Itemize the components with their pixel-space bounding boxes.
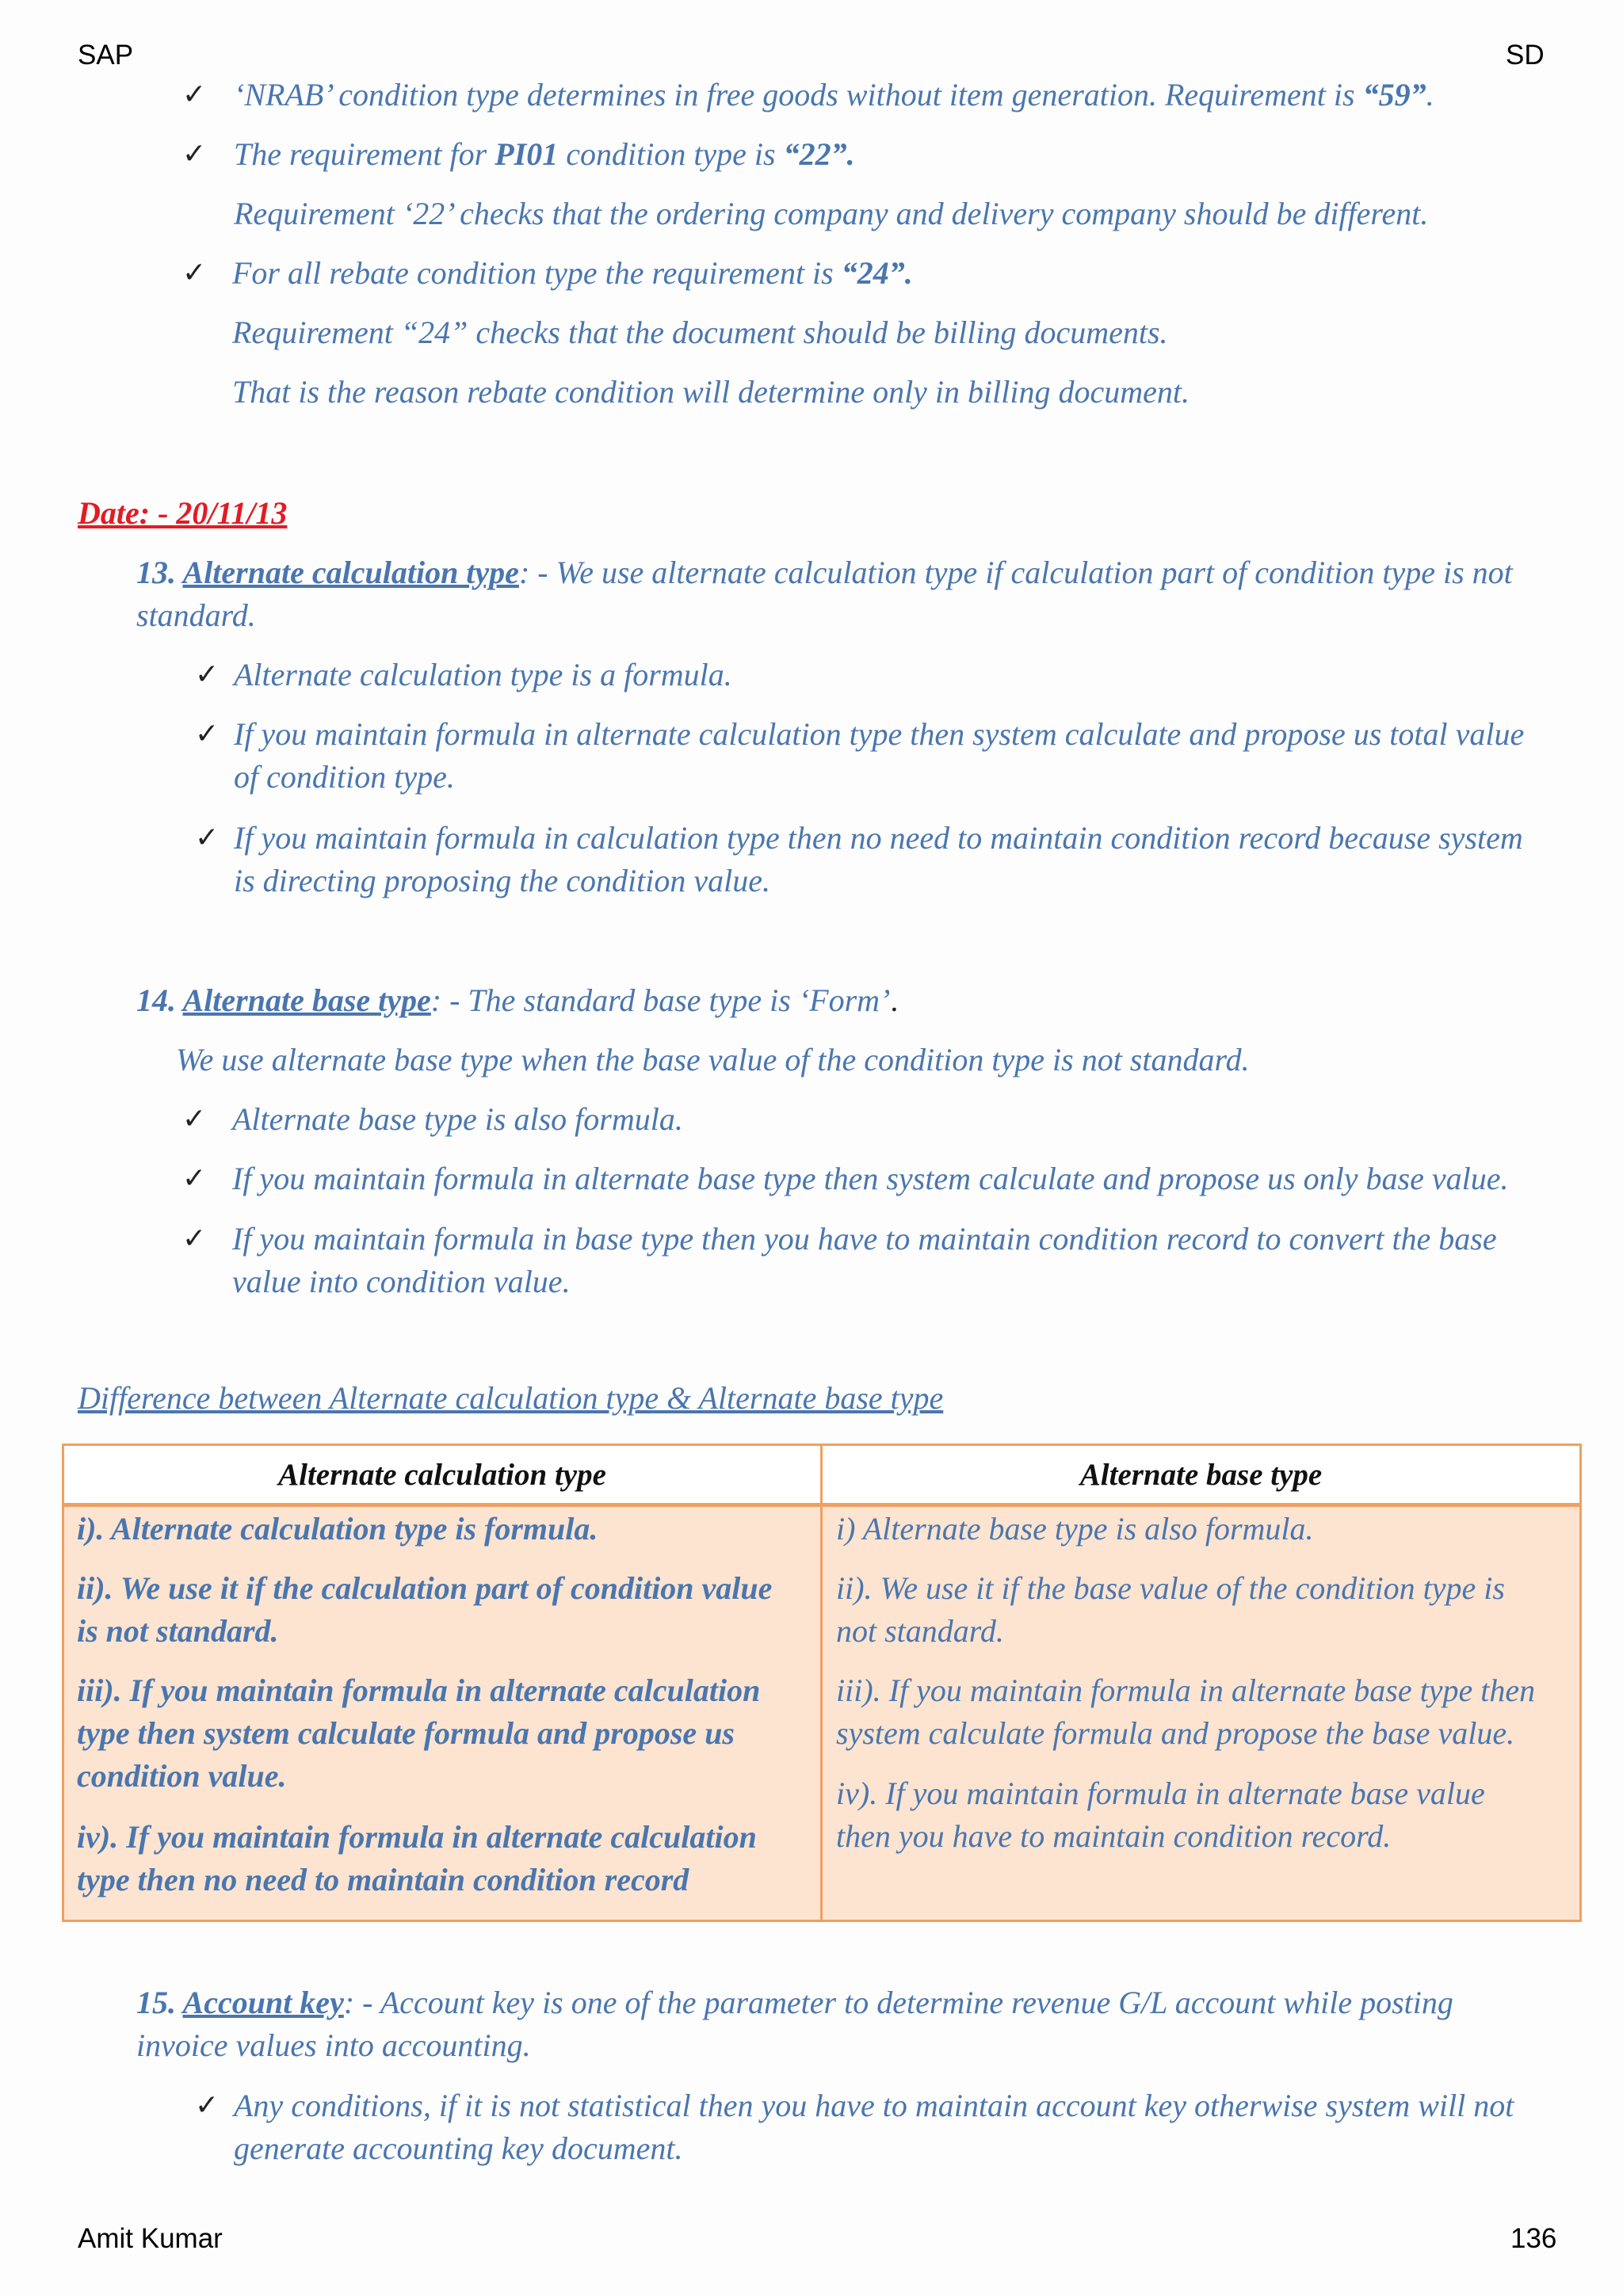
table-cell-line: system calculate formula and propose the base value. bbox=[836, 1715, 1515, 1751]
section-13-bullet-1: Alternate calculation type is a formula. bbox=[234, 657, 732, 692]
checkmark-icon: ✓ bbox=[195, 2089, 220, 2121]
intro-line-5: Requirement “24” checks that the document should be billing documents. bbox=[232, 315, 1168, 350]
table-header-col-2: Alternate base type bbox=[823, 1446, 1579, 1507]
table-cell-col-1 bbox=[64, 1507, 823, 1920]
page-number: 136 bbox=[1510, 2223, 1557, 2254]
section-13-heading: 13. Alternate calculation type: - We use alternate calculation type if calculation part of condition type is not bbox=[136, 555, 1513, 590]
checkmark-icon: ✓ bbox=[182, 78, 207, 110]
intro-line-4: For all rebate condition type the requirement is “24”. bbox=[232, 255, 913, 291]
table-cell-line: iii). If you maintain formula in alternate base type then bbox=[836, 1672, 1536, 1708]
checkmark-icon: ✓ bbox=[182, 138, 207, 170]
table-cell-line: iv). If you maintain formula in alternate calculation bbox=[77, 1819, 757, 1855]
section-13-bullet-2: If you maintain formula in alternate calculation type then system calculate and propose us total value bbox=[234, 716, 1525, 752]
table-cell-line: i). Alternate calculation type is formula. bbox=[77, 1511, 598, 1547]
checkmark-icon: ✓ bbox=[182, 1162, 207, 1194]
section-15-heading-cont: invoice values into accounting. bbox=[136, 2027, 531, 2063]
checkmark-icon: ✓ bbox=[182, 257, 207, 288]
section-13-bullet-2-cont: of condition type. bbox=[234, 759, 455, 795]
checkmark-icon: ✓ bbox=[195, 718, 220, 749]
table-cell-line: iii). If you maintain formula in alternate calculation bbox=[77, 1672, 761, 1708]
section-14-bullet-2: If you maintain formula in alternate base type then system calculate and propose us only base value. bbox=[232, 1161, 1509, 1196]
intro-line-2: The requirement for PI01 condition type is “22”. bbox=[234, 136, 855, 172]
comparison-table bbox=[62, 1444, 1582, 1922]
section-13-bullet-3: If you maintain formula in calculation type then no need to maintain condition record because system bbox=[234, 820, 1523, 856]
table-cell-line: then you have to maintain condition record. bbox=[836, 1818, 1392, 1854]
checkmark-icon: ✓ bbox=[182, 1103, 207, 1135]
footer-author: Amit Kumar bbox=[78, 2223, 223, 2254]
date-heading: Date: - 20/11/13 bbox=[78, 495, 288, 531]
checkmark-icon: ✓ bbox=[195, 822, 220, 853]
section-14-paragraph: We use alternate base type when the base value of the condition type is not standard. bbox=[176, 1042, 1250, 1077]
section-15-bullet-1-cont: generate accounting key document. bbox=[234, 2130, 683, 2166]
section-13-heading-cont: standard. bbox=[136, 597, 256, 633]
table-cell-line: ii). We use it if the base value of the condition type is bbox=[836, 1570, 1505, 1606]
section-15-heading: 15. Account key: - Account key is one of the parameter to determine revenue G/L account while posting bbox=[136, 1985, 1453, 2020]
table-cell-line: type then no need to maintain condition record bbox=[77, 1862, 689, 1897]
table-cell-line: condition value. bbox=[77, 1758, 287, 1794]
checkmark-icon: ✓ bbox=[182, 1222, 207, 1254]
table-cell-col-2 bbox=[823, 1507, 1579, 1920]
table-cell-line: iv). If you maintain formula in alternate base value bbox=[836, 1775, 1485, 1811]
table-cell-line: is not standard. bbox=[77, 1613, 279, 1649]
section-13-bullet-3-cont: is directing proposing the condition value. bbox=[234, 863, 770, 898]
table-cell-line: ii). We use it if the calculation part of condition value bbox=[77, 1570, 773, 1606]
checkmark-icon: ✓ bbox=[195, 658, 220, 690]
difference-title: Difference between Alternate calculation type & Alternate base type bbox=[78, 1380, 944, 1416]
section-14-bullet-3: If you maintain formula in base type then you have to maintain condition record to convert the base bbox=[232, 1221, 1497, 1257]
intro-line-3: Requirement ‘22’ checks that the ordering company and delivery company should be different. bbox=[234, 196, 1429, 231]
header-right: SD bbox=[1506, 40, 1545, 71]
section-14-bullet-3-cont: value into condition value. bbox=[232, 1264, 571, 1299]
table-header-col-1: Alternate calculation type bbox=[64, 1446, 823, 1507]
table-cell-line: i) Alternate base type is also formula. bbox=[836, 1511, 1314, 1547]
intro-line-6: That is the reason rebate condition will determine only in billing document. bbox=[232, 374, 1190, 410]
intro-line-1: ‘NRAB’ condition type determines in free goods without item generation. Requirement is “59”. bbox=[234, 77, 1434, 113]
table-cell-line: not standard. bbox=[836, 1613, 1004, 1649]
section-14-heading: 14. Alternate base type: - The standard base type is ‘Form’. bbox=[136, 982, 899, 1018]
section-15-bullet-1: Any conditions, if it is not statistical then you have to maintain account key otherwise system will not bbox=[234, 2088, 1514, 2123]
header-left: SAP bbox=[78, 40, 134, 71]
section-14-bullet-1: Alternate base type is also formula. bbox=[232, 1101, 683, 1137]
table-cell-line: type then system calculate formula and propose us bbox=[77, 1715, 735, 1751]
